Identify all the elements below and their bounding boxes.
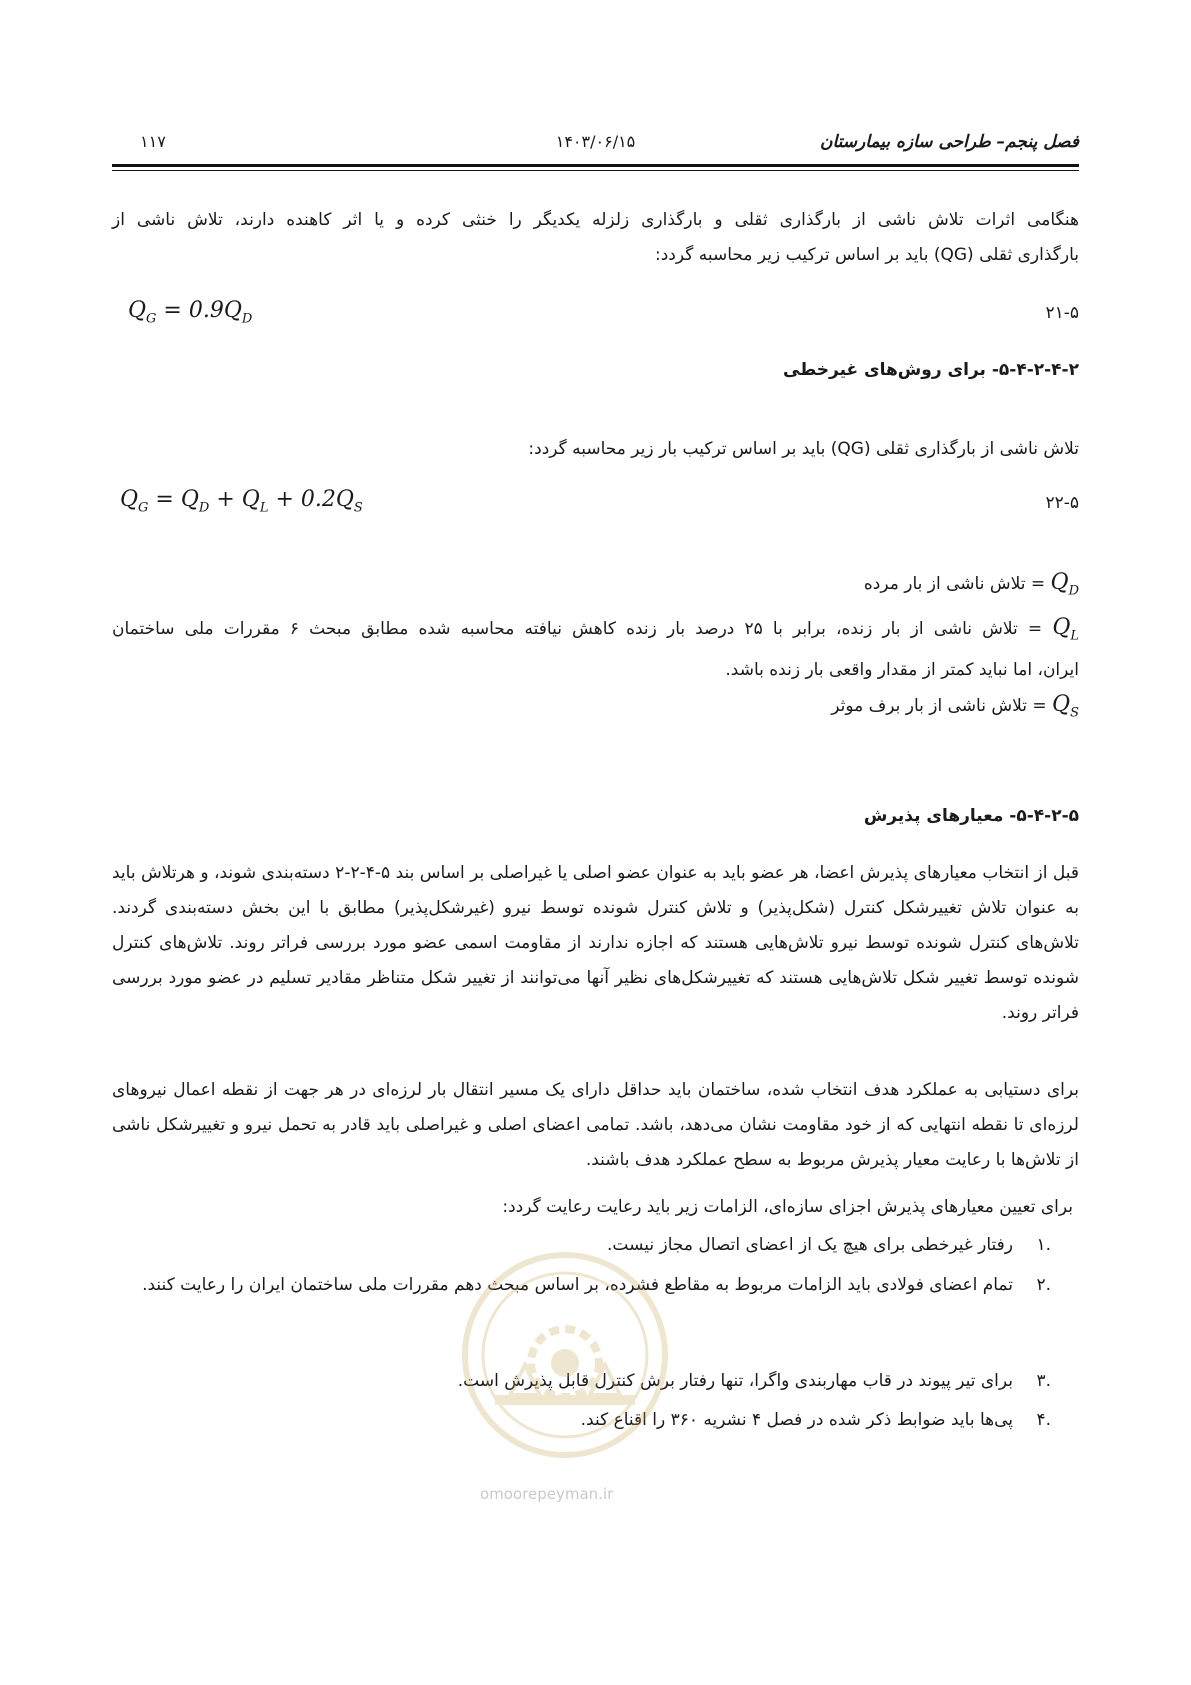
definition-ql-text-2: ایران، اما نباید کمتر از مقدار واقعی بار زنده باشد. (725, 660, 1079, 681)
header-rule-thick (112, 164, 1079, 167)
list-intro: برای تعیین معیارهای پذیرش اجزای سازه‌ای، الزامات زیر باید رعایت رعایت گردد: (502, 1197, 1073, 1217)
list-item-text: پی‌ها باید ضوابط ذکر شده در فصل ۴ نشریه ۳۶۰ را اقناع کند. (580, 1410, 1013, 1430)
watermark-text: omoorepeyman.ir (480, 1485, 614, 1503)
chapter-title: فصل پنجم– طراحی سازه بیمارستان (819, 132, 1079, 152)
section-heading-nonlinear: ۵-۴-۲-۴-۲- برای روش‌های غیرخطی (783, 360, 1079, 380)
definition-ql-line-1 (112, 610, 1079, 653)
symbol-qd: $Q_D$ (1050, 570, 1079, 599)
definition-ql-text-1: = تلاش ناشی از بار زنده، برابر با ۲۵ درصد بار زنده کاهش نیافته محاسبه شده مطابق مبحث ۶ مقررات ملی ساختمان (112, 619, 1043, 639)
intro-line-2: بارگذاری ثقلی (QG) باید بر اساس ترکیب زیر محاسبه گردد: (655, 245, 1079, 265)
equation-21-5: $Q_G = 0.9Q_D$ (128, 298, 253, 327)
equation-22-5: $Q_G = Q_D + Q_L + 0.2Q_S$ (120, 487, 363, 516)
list-item-text: رفتار غیرخطی برای هیچ یک از اعضای اتصال مجاز نیست. (606, 1235, 1013, 1255)
equation-number-21-5: ۲۱-۵ (1045, 303, 1079, 323)
seal-emblem-icon (455, 1245, 675, 1465)
nonlinear-text: تلاش ناشی از بارگذاری ثقلی (QG) باید بر اساس ترکیب بار زیر محاسبه گردد: (528, 439, 1079, 459)
list-item-number: .۴ (1036, 1410, 1051, 1430)
page-number: ۱۱۷ (140, 132, 166, 151)
definition-qs (831, 692, 1079, 720)
definition-qs-text: = تلاش ناشی از بار برف موثر (831, 696, 1047, 716)
intro-paragraph (112, 203, 1079, 273)
equation-number-22-5: ۲۲-۵ (1045, 493, 1079, 513)
definition-qd-text: = تلاش ناشی از بار مرده (863, 574, 1046, 594)
list-item-text: تمام اعضای فولادی باید الزامات مربوط به مقاطع فشرده، بر اساس مبحث دهم مقررات ملی ساختمان ایران را رعایت کنند. (142, 1275, 1013, 1295)
header-rule-thin (112, 170, 1079, 171)
list-item-number: .۱ (1036, 1235, 1051, 1255)
list-item-number: .۳ (1036, 1371, 1051, 1391)
acceptance-paragraph-2: برای دستیابی به عملکرد هدف انتخاب شده، ساختمان باید حداقل دارای یک مسیر انتقال بار لرزه‌ای در هر جهت از نقطه اعمال نیروهای لرزه‌ای تا نقطه انتهایی که از خود مقاومت نشان می‌دهد، باشد. تمامی اعضای اصلی و غیراصلی باید قادر به تحمل نیرو و تغییرشکل ناشی از تلاش‌ها با رعایت معیار پذیرش مربوط به سطح عملکرد هدف باشند. (112, 1080, 1079, 1170)
header-date: ۱۴۰۳/۰۶/۱۵ (555, 132, 636, 151)
acceptance-paragraph-1: قبل از انتخاب معیارهای پذیرش اعضا، هر عضو باید به عنوان عضو اصلی یا غیراصلی بر اساس بند ۵-۴-۲-۲ دسته‌بندی شوند، و هرتلاش باید به عنوان تلاش تغییرشکل کنترل (شکل‌پذیر) و تلاش کنترل شونده توسط نیرو (غیرشکل‌پذیر) مطابق با این بخش دسته‌بندی گردند. تلاش‌های کنترل شونده توسط نیرو تلاش‌هایی هستند که اجازه ندارند از مقاومت اسمی عضو مورد بررسی فراتر روند. تلاش‌های کنترل شونده توسط تغییر شکل تلاش‌هایی هستند که تغییرشکل‌های نظیر آنها می‌توانند از تغییر شکل متناظر مقادیر تسلیم در عضو مورد بررسی فراتر روند. (112, 863, 1079, 1023)
section-heading-acceptance: ۵-۴-۲-۵- معیارهای پذیرش (863, 806, 1079, 826)
symbol-ql-wrap (1052, 615, 1079, 644)
definition-qd (864, 570, 1079, 598)
intro-line-1: هنگامی اثرات تلاش ناشی از بارگذاری ثقلی و بارگذاری زلزله یکدیگر را خنثی کرده و یا اثر کاهنده دارند، تلاش ناشی از (112, 210, 1079, 230)
list-item-number: .۲ (1036, 1275, 1051, 1295)
list-item-text: برای تیر پیوند در قاب مهاربندی واگرا، تنها رفتار برش کنترل قابل پذیرش است. (457, 1371, 1013, 1391)
symbol-ql: $Q_L$ (1052, 615, 1079, 644)
definition-ql (112, 610, 1079, 688)
symbol-qs: $Q_S$ (1052, 692, 1079, 721)
